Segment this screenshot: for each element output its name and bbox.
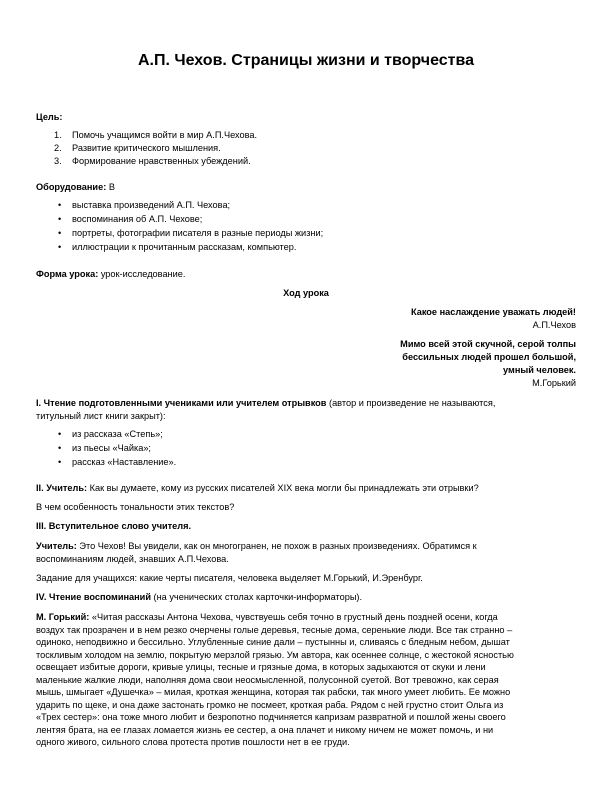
paragraph-line: воздух так прозрачен и в нем резко очерчены голые деревья, тесные дома, серенькие люди. Все так странно – — [36, 624, 513, 635]
list-item: • из рассказа «Степь»; — [58, 429, 163, 439]
list-item: • выставка произведений А.П. Чехова; — [58, 200, 231, 210]
paragraph-line: мышь, шмыгает «Душечка» – милая, кроткая женщина, которая так рабски, так много умеет любить. Ее можно — [36, 687, 511, 697]
epigraph-quote-line: умный человек. — [503, 365, 576, 375]
paragraph-line: лентяя брата, на ее глазах ломается жизнь ее сестер, а она плачет и никому ничем не может помочь, и ни — [36, 724, 494, 735]
epigraph-author: М.Горький — [532, 378, 576, 388]
list-item: 2. Развитие критического мышления. — [54, 143, 221, 153]
list-item: • портреты, фотографии писателя в разные периоды жизни; — [58, 228, 324, 238]
epigraph-quote: Какое наслаждение уважать людей! — [410, 307, 576, 317]
epigraph-quote-line: Мимо всей этой скучной, серой толпы — [400, 339, 576, 349]
section-1-line: I. Чтение подготовленными учениками или учителем отрывков (автор и произведение не называются, — [36, 398, 496, 408]
section-4-heading: IV. Чтение воспоминаний — [36, 592, 151, 602]
lesson-form-line: Форма урока: урок-исследование. — [36, 269, 186, 279]
gorky-quote-paragraph — [36, 611, 576, 749]
epigraph-author: А.П.Чехов — [532, 320, 576, 330]
paragraph-line: «Трех сестер»: она тоже много любит и безропотно подчиняется капризам развратной и пошлой жены своего — [36, 712, 506, 722]
bullet-icon: • — [58, 214, 62, 224]
bullet-icon: • — [58, 200, 62, 210]
gorky-label: М. Горький: — [36, 612, 90, 622]
paragraph-line: маленькие жалкие люди, наполняя дома свои неосмысленной, полусонной суетой. Вот тревожно, как серая — [36, 674, 499, 685]
list-item: • из пьесы «Чайка»; — [58, 443, 151, 453]
list-item: • иллюстрации к прочитанным рассказам, компьютер. — [58, 242, 297, 252]
section-2-line: II. Учитель: Как вы думаете, кому из русских писателей XIX века могли бы принадлежать эти отрывки? — [36, 483, 479, 493]
paragraph-line: тоскливым холодом на землю, покрытую мерзлой грязью. Ум автора, как осеннее солнце, с жестокой ясностью — [36, 649, 514, 660]
bullet-icon: • — [58, 242, 62, 252]
teacher-line: Учитель: Это Чехов! Вы увидели, как он многогранен, не похож в разных произведениях. Обратимся к — [36, 541, 477, 551]
equipment-line: Оборудование: В — [36, 182, 115, 192]
paragraph-line: М. Горький: «Читая рассказы Антона Чехова, чувствуешь себя точно в грустный день поздней осени, когда — [36, 612, 498, 622]
section-2-heading: II. Учитель: — [36, 483, 88, 493]
paragraph-line: одного живого, сильного слова протеста против пошлости нет в ее груди. — [36, 737, 350, 747]
teacher-line2: воспоминаниям людей, знавших А.П.Чехова. — [36, 554, 229, 564]
paragraph-line: освещает избитые дороги, кривые улицы, тесные и грязные дома, в которых задыхаются от скуки и лени — [36, 662, 486, 672]
list-item: 1. Помочь учащимся войти в мир А.П.Чехова. — [54, 130, 258, 140]
bullet-icon: • — [58, 429, 62, 439]
list-item: • воспоминания об А.П. Чехове; — [58, 214, 203, 224]
section-4-line: IV. Чтение воспоминаний (на ученических столах карточки-информаторы). — [36, 592, 363, 602]
epigraph-quote-line: бессильных людей прошел большой, — [402, 352, 576, 362]
teacher-label: Учитель: — [36, 541, 77, 551]
page-title: А.П. Чехов. Страницы жизни и творчества — [137, 52, 475, 69]
paragraph-line: ударить по щеке, и она даже застонать громко не посмеет, кроткая раба. Рядом с ней грустно стоит Ольга из — [36, 699, 504, 710]
section-1-heading: I. Чтение подготовленными учениками или учителем отрывков — [36, 398, 327, 408]
lesson-heading: Ход урока — [283, 288, 329, 298]
bullet-icon: • — [58, 457, 62, 467]
section-2-line2: В чем особенность тональности этих текстов? — [36, 502, 235, 512]
lesson-form-label: Форма урока: — [36, 269, 99, 279]
section-1-line2: титульный лист книги закрыт): — [36, 411, 166, 421]
list-item: • рассказ «Наставление». — [58, 457, 177, 467]
list-item: 3. Формирование нравственных убеждений. — [54, 156, 251, 166]
bullet-icon: • — [58, 228, 62, 238]
section-3-heading: III. Вступительное слово учителя. — [36, 521, 192, 531]
bullet-icon: • — [58, 443, 62, 453]
equipment-label: Оборудование: — [36, 182, 107, 192]
task-text: Задание для учащихся: какие черты писателя, человека выделяет М.Горький, И.Эренбург. — [36, 573, 423, 583]
paragraph-line: одиноко, неподвижно и бессильно. Углубленные синие дали – пустынны и, сливаясь с бледным небом, дышат — [36, 637, 510, 647]
goal-label: Цель: — [36, 112, 63, 122]
